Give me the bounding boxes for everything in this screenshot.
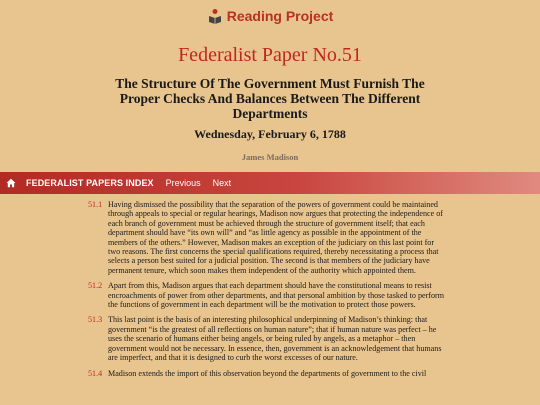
main-navbar <box>0 172 540 194</box>
article-content <box>88 200 448 384</box>
nav-next[interactable]: Next <box>212 178 232 188</box>
paragraph-text: Madison extends the import of this observation beyond the departments of government to the civil <box>108 368 427 378</box>
paragraph <box>88 281 448 309</box>
logo-text: Reading Project <box>226 8 334 24</box>
paragraph <box>88 315 448 362</box>
paragraph-number: 51.1 <box>88 200 103 209</box>
paragraph-number: 51.2 <box>88 281 103 291</box>
paragraph-text: Having dismissed the possibility that the separation of the powers of government could be maintained through appeals to special or regular hearings, Madison now argues that protecting the independence of each branch of government must be achieved through the structure of government itself; that each department should have “its own will” and “as little agency as possible in the appointment of the members of the others.” However, Madison makes an exception of the judiciary on this last point for two reasons. The first concerns the special qualifications required, thereby necessitating a process that selects a person best suited for a judicial position. The second is that members of the judiciary have permanent tenure, which soon makes them independent of the authority which appointed them. <box>108 200 443 275</box>
page-subtitle: The Structure Of The Government Must Furnish The Proper Checks And Balances Between The Different Departments <box>115 76 425 121</box>
author-name: James Madison <box>241 152 299 162</box>
book-reader-icon <box>207 8 223 24</box>
publication-date: Wednesday, February 6, 1788 <box>194 127 346 141</box>
paragraph-text: This last point is the basis of an interesting philosophical underpinning of Madison’s thinking: that government “is the greatest of all reflections on human nature”; that if human nature was perfect – he uses the scenario of humans either being angels, or being ruled by angels, as a metaphor – then government would not be necessary. In essence, then, government is an acknowledgement that humans are imperfect, and that it is designed to curb the worst excesses of our nature. <box>108 315 442 363</box>
nav-previous[interactable]: Previous <box>165 178 201 188</box>
paragraph-number: 51.3 <box>88 315 103 325</box>
paragraph <box>88 369 448 378</box>
page-title: Federalist Paper No.51 <box>178 44 362 66</box>
site-logo[interactable] <box>0 8 540 24</box>
paragraph-text: Apart from this, Madison argues that each department should have the constitutional means to resist encroachments of power from other departments, and that personal ambition by those tasked to perform the functions of government in each department will be the motivation to protect those powers. <box>108 281 445 310</box>
paragraph-number: 51.4 <box>88 368 103 378</box>
paragraph <box>88 200 448 275</box>
nav-federalist-index[interactable]: FEDERALIST PAPERS INDEX <box>26 178 154 188</box>
home-icon[interactable] <box>6 178 16 188</box>
